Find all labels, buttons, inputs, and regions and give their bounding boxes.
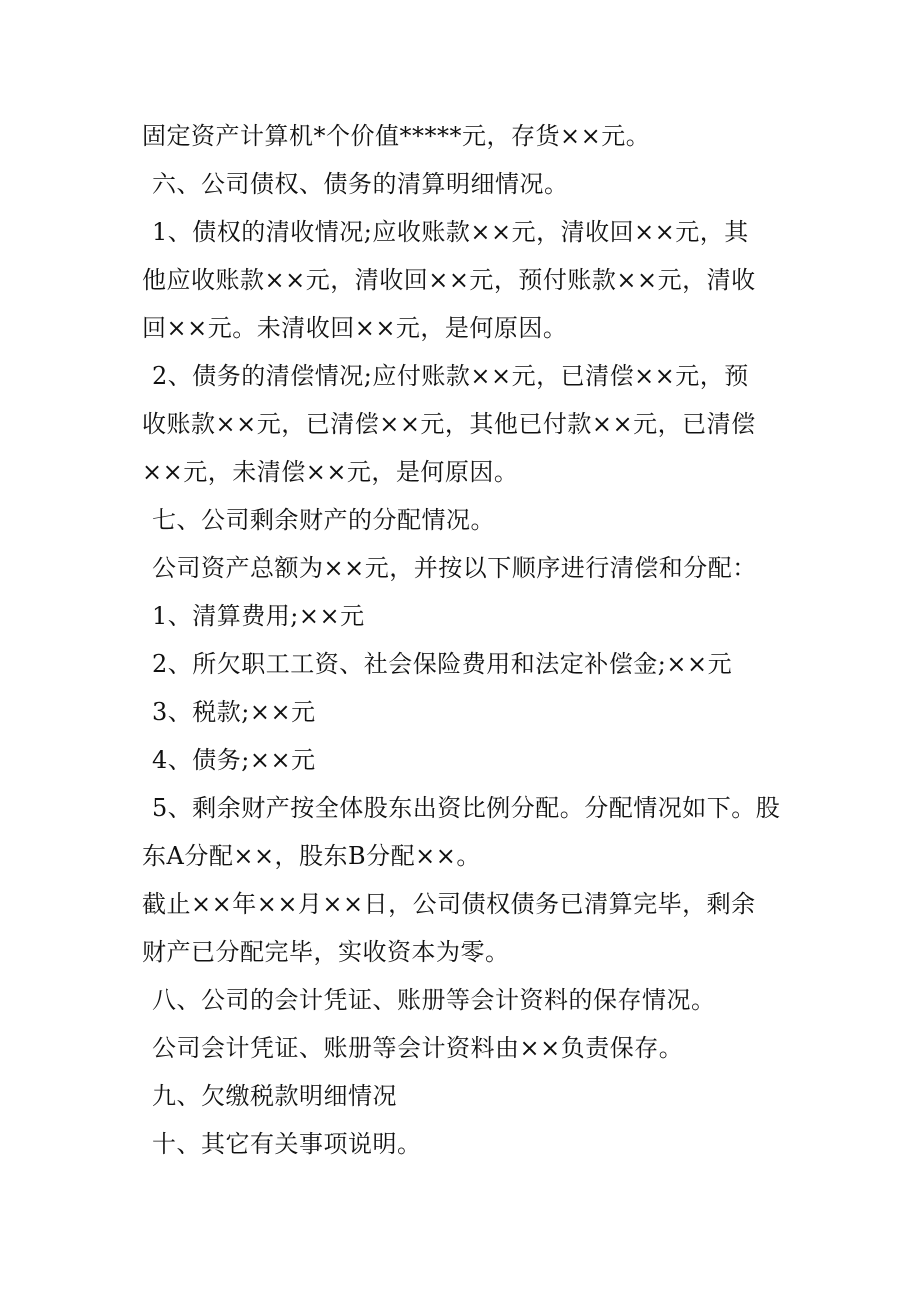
text-line: 他应收账款××元，清收回××元，预付账款××元，清收 xyxy=(142,266,756,294)
list-item: 3、税款;××元 xyxy=(152,698,316,726)
text-line: 东A分配××，股东B分配××。 xyxy=(142,842,481,870)
text-line: 公司资产总额为××元，并按以下顺序进行清偿和分配： xyxy=(152,554,757,582)
list-item: 1、清算费用;××元 xyxy=(152,602,365,630)
text-line: ××元，未清偿××元，是何原因。 xyxy=(142,458,519,486)
text-line: 收账款××元，已清偿××元，其他已付款××元，已清偿 xyxy=(142,410,756,438)
text-line: 1、债权的清收情况;应收账款××元，清收回××元，其 xyxy=(152,218,749,246)
list-item: 5、剩余财产按全体股东出资比例分配。分配情况如下。股 xyxy=(152,794,781,822)
text-line: 财产已分配完毕，实收资本为零。 xyxy=(142,938,510,966)
list-item: 4、债务;××元 xyxy=(152,746,316,774)
section-heading: 七、公司剩余财产的分配情况。 xyxy=(152,506,495,534)
text-line: 公司会计凭证、账册等会计资料由××负责保存。 xyxy=(152,1034,684,1062)
text-line: 截止××年××月××日，公司债权债务已清算完毕，剩余 xyxy=(142,890,756,918)
text-line: 固定资产计算机*个价值*****元，存货××元。 xyxy=(142,122,651,150)
section-heading: 六、公司债权、债务的清算明细情况。 xyxy=(152,170,569,198)
section-heading: 八、公司的会计凭证、账册等会计资料的保存情况。 xyxy=(152,986,716,1014)
text-line: 回××元。未清收回××元，是何原因。 xyxy=(142,314,568,342)
section-heading: 十、其它有关事项说明。 xyxy=(152,1130,422,1158)
list-item: 2、所欠职工工资、社会保险费用和法定补偿金;××元 xyxy=(152,650,733,678)
section-heading: 九、欠缴税款明细情况 xyxy=(152,1082,397,1110)
text-line: 2、债务的清偿情况;应付账款××元，已清偿××元，预 xyxy=(152,362,749,390)
